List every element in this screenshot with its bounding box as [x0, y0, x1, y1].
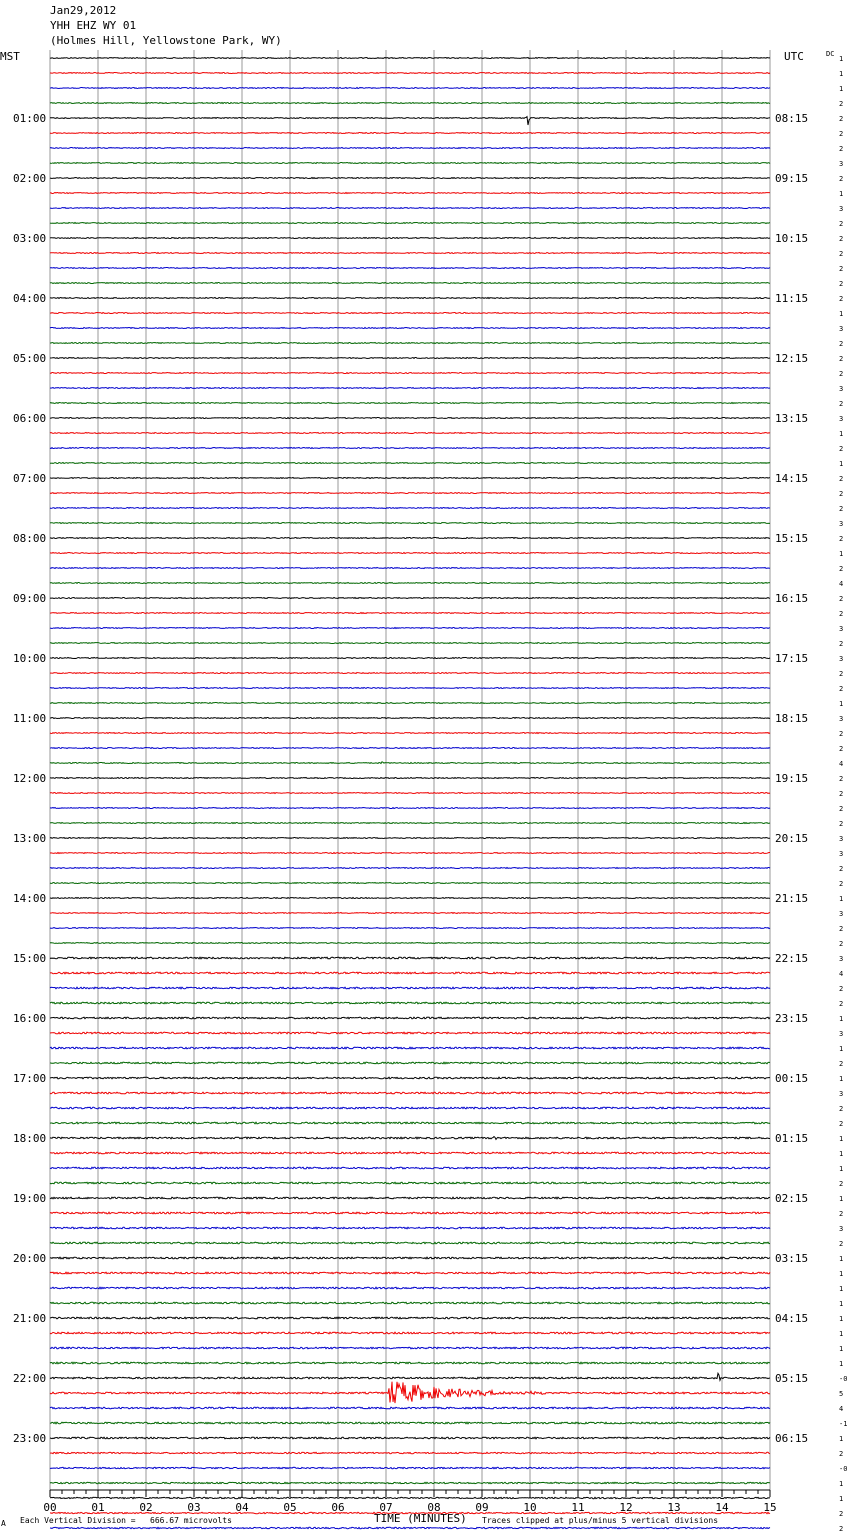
utc-time-label: 14:15: [775, 472, 809, 485]
dc-offset-label: 2: [839, 610, 844, 618]
trace-21: [50, 373, 770, 374]
utc-time-label: 08:15: [775, 112, 809, 125]
mst-time-label: 12:00: [13, 772, 47, 785]
trace-30: [50, 508, 770, 509]
utc-time-label: 17:15: [775, 652, 809, 665]
dc-offset-label: 4: [839, 970, 844, 978]
dc-offset-label: 2: [839, 250, 844, 258]
dc-offset-label: 1: [839, 1195, 844, 1203]
x-tick-label: 15: [763, 1501, 777, 1514]
trace-8: [50, 178, 770, 179]
utc-time-label: 09:15: [775, 172, 809, 185]
trace-6: [50, 148, 770, 149]
utc-time-label: 04:15: [775, 1312, 809, 1325]
trace-32: [50, 538, 770, 539]
trace-70: [50, 1107, 770, 1109]
trace-72: [50, 1137, 770, 1140]
dc-offset-label: 1: [839, 1495, 844, 1503]
dc-offset-label: 2: [839, 670, 844, 678]
trace-44: [50, 718, 770, 719]
trace-5: [50, 133, 770, 134]
trace-25: [50, 433, 770, 434]
mst-time-label: 17:00: [13, 1072, 47, 1085]
utc-time-label: 12:15: [775, 352, 809, 365]
trace-94: [50, 1467, 770, 1468]
trace-75: [50, 1182, 770, 1184]
trace-51: [50, 823, 770, 824]
trace-48: [50, 778, 770, 779]
trace-93: [50, 1452, 770, 1453]
utc-time-label: 05:15: [775, 1372, 809, 1385]
trace-68: [50, 1077, 770, 1079]
utc-time-label: 02:15: [775, 1192, 809, 1205]
dc-offset-label: 2: [839, 175, 844, 183]
trace-81: [50, 1272, 770, 1274]
dc-offset-label: 3: [839, 415, 844, 423]
dc-offset-label: 2: [839, 775, 844, 783]
dc-title: DC: [826, 50, 835, 58]
trace-49: [50, 793, 770, 794]
dc-offset-label: 1: [839, 700, 844, 708]
dc-offset-label: -0: [839, 1375, 848, 1383]
dc-offset-label: 2: [839, 130, 844, 138]
trace-12: [50, 238, 770, 239]
trace-36: [50, 598, 770, 599]
x-tick-label: 08: [427, 1501, 441, 1514]
trace-88: [50, 1373, 770, 1380]
dc-offset-label: -1: [839, 1420, 848, 1428]
utc-time-label: 01:15: [775, 1132, 809, 1145]
dc-offset-label: 2: [839, 730, 844, 738]
trace-95: [50, 1482, 770, 1483]
dc-offset-label: 2: [839, 475, 844, 483]
mst-time-label: 21:00: [13, 1312, 47, 1325]
trace-41: [50, 673, 770, 674]
dc-offset-label: 1: [839, 1150, 844, 1158]
trace-7: [50, 163, 770, 164]
trace-96: [50, 1497, 770, 1498]
trace-74: [50, 1167, 770, 1169]
dc-offset-label: 1: [839, 430, 844, 438]
trace-56: [50, 898, 770, 899]
trace-16: [50, 298, 770, 299]
trace-31: [50, 523, 770, 524]
trace-80: [50, 1257, 770, 1259]
trace-34: [50, 568, 770, 569]
dc-offset-label: 1: [839, 1435, 844, 1443]
dc-offset-label: 2: [839, 1210, 844, 1218]
trace-83: [50, 1302, 770, 1304]
x-tick-label: 07: [379, 1501, 393, 1514]
trace-66: [50, 1047, 770, 1049]
mst-time-label: 03:00: [13, 232, 47, 245]
x-axis: [43, 1490, 776, 1514]
dc-offset-label: 3: [839, 625, 844, 633]
trace-29: [50, 493, 770, 494]
dc-offset-label: 2: [839, 940, 844, 948]
trace-69: [50, 1092, 770, 1094]
mst-time-label: 14:00: [13, 892, 47, 905]
x-tick-label: 00: [43, 1501, 57, 1514]
dc-offset-label: 5: [839, 1390, 844, 1398]
trace-90: [50, 1407, 770, 1409]
trace-11: [50, 223, 770, 224]
trace-62: [50, 987, 770, 989]
trace-26: [50, 448, 770, 449]
trace-22: [50, 388, 770, 389]
dc-offset-label: -0: [839, 1465, 848, 1473]
trace-50: [50, 808, 770, 809]
utc-time-label: 15:15: [775, 532, 809, 545]
trace-84: [50, 1317, 770, 1319]
x-axis-title: TIME (MINUTES): [374, 1512, 467, 1525]
mst-time-label: 06:00: [13, 412, 47, 425]
trace-89: [50, 1382, 770, 1403]
dc-offset-label: 1: [839, 190, 844, 198]
trace-27: [50, 463, 770, 464]
dc-offset-label: 1: [839, 310, 844, 318]
mst-time-label: 07:00: [13, 472, 47, 485]
dc-offset-label: 2: [839, 985, 844, 993]
dc-offset-label: 2: [839, 745, 844, 753]
x-tick-label: 03: [187, 1501, 201, 1514]
dc-offset-label: 2: [839, 295, 844, 303]
dc-offset-label: 3: [839, 325, 844, 333]
dc-offset-label: 2: [839, 115, 844, 123]
trace-92: [50, 1437, 770, 1439]
utc-time-label: 06:15: [775, 1432, 809, 1445]
utc-time-label: 10:15: [775, 232, 809, 245]
trace-63: [50, 1002, 770, 1004]
dc-offset-label: 2: [839, 1525, 844, 1533]
mst-time-label: 04:00: [13, 292, 47, 305]
trace-23: [50, 403, 770, 404]
trace-58: [50, 928, 770, 929]
dc-offset-label: 2: [839, 400, 844, 408]
dc-offset-label: 2: [839, 235, 844, 243]
trace-60: [50, 957, 770, 959]
trace-86: [50, 1347, 770, 1349]
trace-87: [50, 1362, 770, 1364]
utc-time-label: 03:15: [775, 1252, 809, 1265]
dc-offset-label: 1: [839, 1165, 844, 1173]
x-tick-label: 05: [283, 1501, 297, 1514]
mst-time-label: 10:00: [13, 652, 47, 665]
mst-time-label: 19:00: [13, 1192, 47, 1205]
dc-offset-label: 1: [839, 1015, 844, 1023]
dc-offset-label: 2: [839, 595, 844, 603]
dc-offset-label: 2: [839, 1510, 844, 1518]
utc-time-label: 20:15: [775, 832, 809, 845]
trace-2: [50, 88, 770, 89]
dc-offset-label: 3: [839, 655, 844, 663]
dc-offset-label: 2: [839, 880, 844, 888]
trace-76: [50, 1197, 770, 1199]
dc-offset-label: 2: [839, 790, 844, 798]
trace-85: [50, 1332, 770, 1334]
dc-offset-label: 2: [839, 145, 844, 153]
trace-54: [50, 868, 770, 869]
trace-33: [50, 553, 770, 554]
dc-offset-label: 2: [839, 355, 844, 363]
dc-offset-label: 1: [839, 1075, 844, 1083]
trace-10: [50, 208, 770, 209]
utc-time-label: 00:15: [775, 1072, 809, 1085]
dc-offset-label: 2: [839, 1240, 844, 1248]
record-date: Jan29,2012: [50, 4, 117, 17]
dc-offset-label: 2: [839, 1060, 844, 1068]
dc-offset-label: 1: [839, 1045, 844, 1053]
dc-offset-label: 2: [839, 820, 844, 828]
trace-38: [50, 628, 770, 629]
vertical-scale-note: Each Vertical Division = 666.67 microvolts: [20, 1516, 232, 1525]
dc-offset-label: 2: [839, 925, 844, 933]
trace-67: [50, 1062, 770, 1064]
dc-offset-label: 1: [839, 70, 844, 78]
trace-79: [50, 1242, 770, 1244]
mst-time-label: 01:00: [13, 112, 47, 125]
x-tick-label: 01: [91, 1501, 105, 1514]
trace-18: [50, 328, 770, 329]
dc-offset-label: 4: [839, 760, 844, 768]
dc-offset-label: 2: [839, 1000, 844, 1008]
utc-time-label: 18:15: [775, 712, 809, 725]
trace-20: [50, 358, 770, 359]
mst-time-label: 22:00: [13, 1372, 47, 1385]
trace-53: [50, 853, 770, 854]
dc-offset-label: 2: [839, 505, 844, 513]
dc-offset-label: 1: [839, 1480, 844, 1488]
trace-47: [50, 762, 770, 764]
utc-time-label: 21:15: [775, 892, 809, 905]
dc-offset-label: 4: [839, 580, 844, 588]
dc-offset-label: 3: [839, 715, 844, 723]
utc-time-label: 13:15: [775, 412, 809, 425]
dc-offset-label: 2: [839, 865, 844, 873]
dc-offset-label: 1: [839, 895, 844, 903]
mst-time-label: 05:00: [13, 352, 47, 365]
dc-offset-label: 3: [839, 160, 844, 168]
dc-offset-label: 2: [839, 370, 844, 378]
x-tick-label: 06: [331, 1501, 345, 1514]
trace-98: [50, 1527, 770, 1528]
dc-offset-label: 2: [839, 1180, 844, 1188]
trace-35: [50, 583, 770, 584]
trace-65: [50, 1032, 770, 1034]
trace-19: [50, 343, 770, 344]
dc-offset-label: 1: [839, 85, 844, 93]
dc-offset-label: 3: [839, 1090, 844, 1098]
dc-offset-label: 2: [839, 100, 844, 108]
dc-offset-label: 2: [839, 1105, 844, 1113]
dc-offset-label: 1: [839, 1315, 844, 1323]
mst-time-label: 23:00: [13, 1432, 47, 1445]
utc-axis-title: UTC: [784, 50, 804, 63]
trace-73: [50, 1151, 770, 1154]
dc-offset-label: 3: [839, 1030, 844, 1038]
trace-82: [50, 1287, 770, 1289]
trace-0: [50, 58, 770, 59]
dc-offset-label: 2: [839, 1120, 844, 1128]
dc-offset-label: 1: [839, 1345, 844, 1353]
trace-42: [50, 688, 770, 689]
dc-offset-label: 2: [839, 490, 844, 498]
mst-axis-title: MST: [0, 50, 20, 63]
trace-55: [50, 883, 770, 884]
utc-time-label: 23:15: [775, 1012, 809, 1025]
mst-time-label: 11:00: [13, 712, 47, 725]
dc-offset-label: 3: [839, 835, 844, 843]
trace-43: [50, 703, 770, 704]
clip-note: Traces clipped at plus/minus 5 vertical divisions: [482, 1516, 719, 1525]
trace-17: [50, 313, 770, 314]
x-tick-label: 13: [667, 1501, 681, 1514]
trace-52: [50, 838, 770, 839]
trace-46: [50, 748, 770, 749]
dc-offset-label: 1: [839, 550, 844, 558]
utc-time-label: 22:15: [775, 952, 809, 965]
dc-offset-label: 2: [839, 265, 844, 273]
corner-mark: A: [1, 1519, 6, 1528]
dc-offset-label: 2: [839, 565, 844, 573]
trace-91: [50, 1422, 770, 1424]
dc-offset-label: 3: [839, 1225, 844, 1233]
dc-offset-label: 3: [839, 955, 844, 963]
dc-offset-label: 3: [839, 385, 844, 393]
trace-28: [50, 478, 770, 479]
dc-offset-label: 1: [839, 1270, 844, 1278]
dc-offset-label: 2: [839, 640, 844, 648]
utc-time-label: 19:15: [775, 772, 809, 785]
x-tick-label: 02: [139, 1501, 153, 1514]
dc-offset-label: 2: [839, 445, 844, 453]
mst-time-label: 08:00: [13, 532, 47, 545]
dc-offset-label: 2: [839, 280, 844, 288]
dc-offset-label: 2: [839, 685, 844, 693]
dc-offset-label: 1: [839, 460, 844, 468]
station-location: (Holmes Hill, Yellowstone Park, WY): [50, 34, 282, 47]
x-tick-label: 14: [715, 1501, 729, 1514]
dc-offset-label: 1: [839, 55, 844, 63]
x-tick-label: 10: [523, 1501, 537, 1514]
trace-9: [50, 193, 770, 194]
mst-time-label: 16:00: [13, 1012, 47, 1025]
trace-40: [50, 658, 770, 659]
dc-offset-label: 3: [839, 850, 844, 858]
trace-37: [50, 613, 770, 614]
trace-15: [50, 283, 770, 284]
trace-3: [50, 103, 770, 104]
dc-offset-label: 1: [839, 1330, 844, 1338]
trace-1: [50, 73, 770, 74]
trace-71: [50, 1122, 770, 1124]
trace-59: [50, 943, 770, 944]
dc-offset-label: 3: [839, 205, 844, 213]
trace-4: [50, 117, 770, 125]
trace-57: [50, 913, 770, 914]
mst-time-label: 02:00: [13, 172, 47, 185]
dc-offset-label: 3: [839, 910, 844, 918]
dc-offset-label: 1: [839, 1285, 844, 1293]
dc-offset-label: 1: [839, 1255, 844, 1263]
mst-time-label: 09:00: [13, 592, 47, 605]
x-tick-label: 12: [619, 1501, 633, 1514]
dc-offset-label: 1: [839, 1360, 844, 1368]
trace-39: [50, 643, 770, 644]
trace-77: [50, 1212, 770, 1214]
mst-time-label: 18:00: [13, 1132, 47, 1145]
x-tick-label: 11: [571, 1501, 585, 1514]
dc-offset-label: 2: [839, 805, 844, 813]
trace-78: [50, 1227, 770, 1229]
dc-offset-label: 4: [839, 1405, 844, 1413]
dc-offset-label: 2: [839, 1450, 844, 1458]
seismic-traces: [50, 58, 770, 1534]
utc-time-label: 11:15: [775, 292, 809, 305]
mst-time-label: 15:00: [13, 952, 47, 965]
trace-61: [50, 972, 770, 974]
station-code: YHH EHZ WY 01: [50, 19, 137, 32]
dc-offset-label: 1: [839, 1300, 844, 1308]
dc-offset-label: 2: [839, 340, 844, 348]
utc-time-label: 16:15: [775, 592, 809, 605]
trace-45: [50, 733, 770, 734]
trace-24: [50, 418, 770, 419]
trace-64: [50, 1017, 770, 1019]
x-tick-label: 09: [475, 1501, 489, 1514]
mst-time-label: 20:00: [13, 1252, 47, 1265]
dc-offset-label: 2: [839, 535, 844, 543]
dc-offset-label: 2: [839, 220, 844, 228]
trace-13: [50, 253, 770, 254]
dc-offset-label: 3: [839, 520, 844, 528]
x-tick-label: 04: [235, 1501, 249, 1514]
dc-offset-label: 1: [839, 1135, 844, 1143]
trace-14: [50, 268, 770, 269]
mst-time-label: 13:00: [13, 832, 47, 845]
